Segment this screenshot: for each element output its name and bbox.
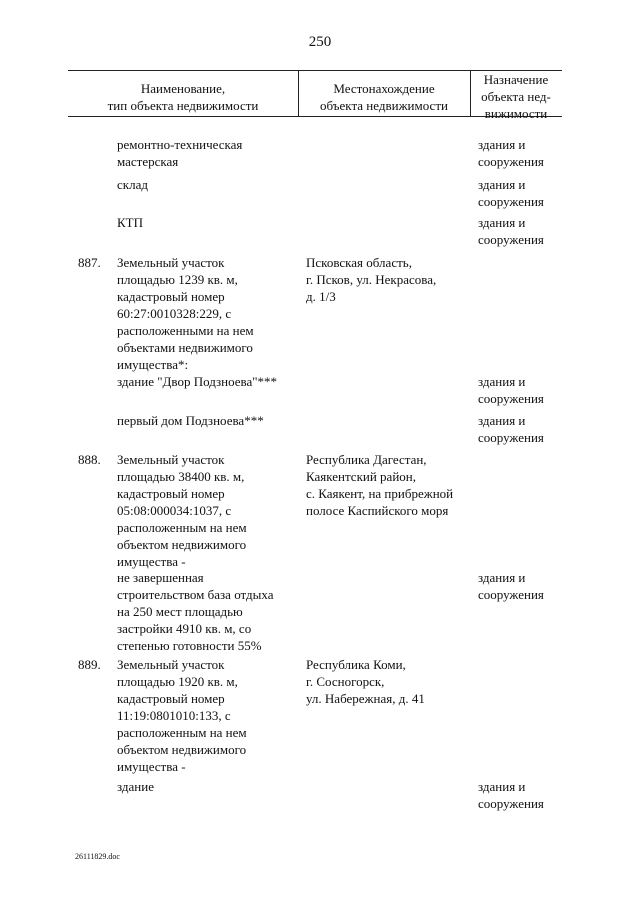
row-number: 887. bbox=[78, 255, 101, 270]
row-purpose: здания и сооружения bbox=[478, 177, 544, 209]
row-number: 888. bbox=[78, 452, 101, 467]
row-purpose: здания и сооружения bbox=[478, 137, 544, 169]
row-location: Республика Дагестан, Каякентский район, с. Каякент, на прибрежной полосе Каспийского моря bbox=[306, 452, 454, 518]
row-purpose: здания и сооружения bbox=[478, 570, 544, 602]
row-name: здание bbox=[117, 779, 154, 794]
row-name: здание "Двор Подзноева"*** bbox=[117, 374, 278, 389]
row-name: не завершенная строительством база отдыха на 250 мест площадью застройки 4910 кв. м, со степенью готовности 55% bbox=[117, 570, 274, 653]
row-name: ремонтно-техническая мастерская bbox=[117, 137, 243, 169]
row-purpose: здания и сооружения bbox=[478, 779, 544, 811]
row-location: Республика Коми, г. Сосногорск, ул. Набережная, д. 41 bbox=[306, 657, 425, 706]
row-number: 889. bbox=[78, 657, 101, 672]
row-name: Земельный участок площадью 1239 кв. м, кадастровый номер 60:27:0010328:229, с расположенными на нем объектами недвижимого имущества*: bbox=[117, 255, 254, 372]
header-purpose: Назначение объекта нед- вижимости bbox=[481, 72, 551, 121]
row-name: склад bbox=[117, 177, 148, 192]
row-name: Земельный участок площадью 38400 кв. м, кадастровый номер 05:08:000034:1037, с расположенным на нем объектом недвижимого имущества - bbox=[117, 452, 247, 569]
row-purpose: здания и сооружения bbox=[478, 374, 544, 406]
row-name: первый дом Подзноева*** bbox=[117, 413, 264, 428]
page-number: 250 bbox=[308, 34, 332, 50]
row-purpose: здания и сооружения bbox=[478, 413, 544, 445]
row-location: Псковская область, г. Псков, ул. Некрасова, д. 1/3 bbox=[306, 255, 437, 304]
header-location: Местонахождение объекта недвижимости bbox=[320, 81, 448, 113]
row-purpose: здания и сооружения bbox=[478, 215, 544, 247]
row-name: Земельный участок площадью 1920 кв. м, кадастровый номер 11:19:0801010:133, с расположенным на нем объектом недвижимого имущества - bbox=[117, 657, 247, 774]
header-name: Наименование, тип объекта недвижимости bbox=[107, 81, 259, 113]
row-name: КТП bbox=[117, 215, 143, 230]
document-footer: 26111829.doc bbox=[75, 852, 120, 861]
